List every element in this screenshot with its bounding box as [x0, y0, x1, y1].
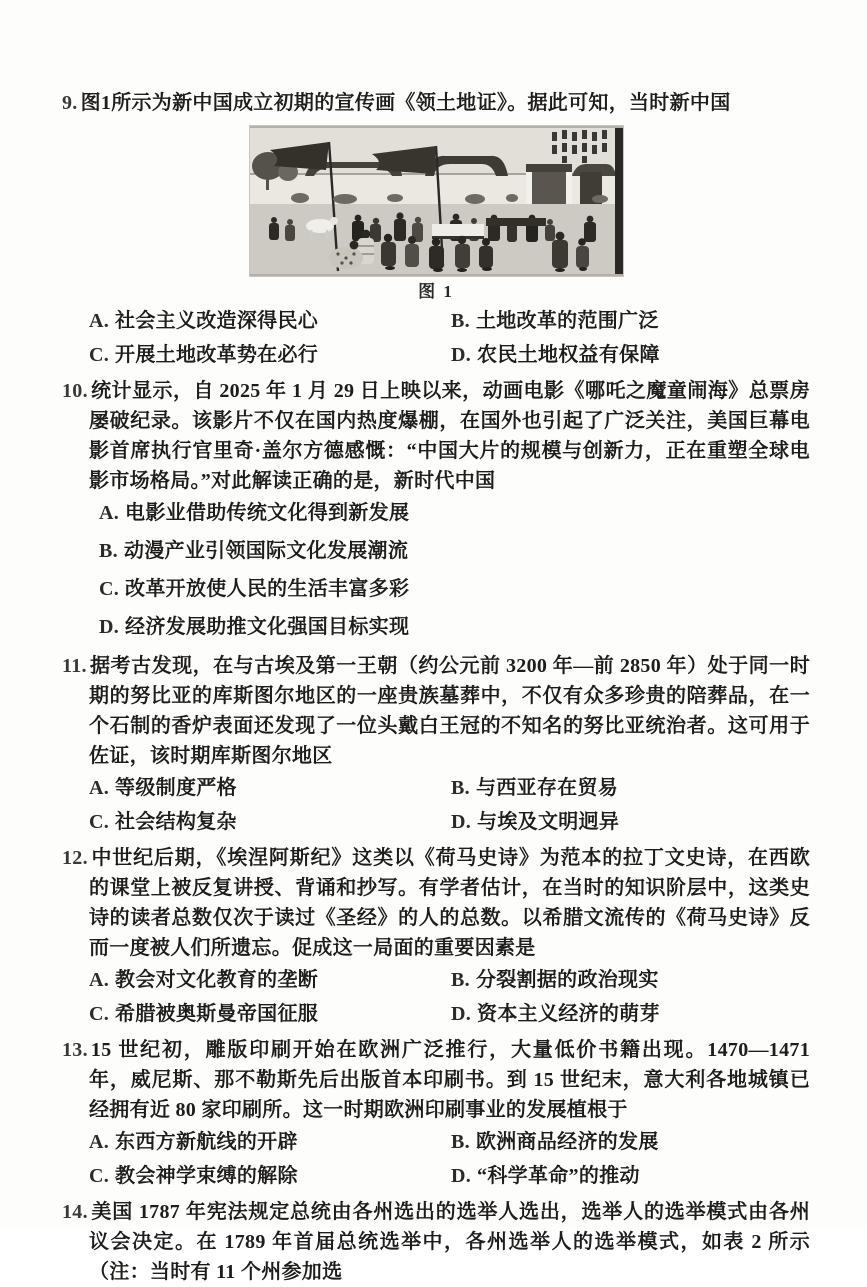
option-label: B.: [451, 777, 470, 799]
option-label: D.: [99, 616, 120, 638]
option-C: [89, 1000, 451, 1029]
option-label: D.: [451, 1165, 472, 1187]
options: [89, 307, 810, 370]
option-text: 分裂割据的政治现实: [475, 969, 659, 991]
options: [89, 966, 810, 1029]
option-text: 希腊被奥斯曼帝国征服: [115, 1003, 319, 1025]
propaganda-painting-image: [250, 126, 623, 276]
option-C: [99, 575, 810, 604]
option-text: 等级制度严格: [115, 777, 237, 799]
question-number: 12.: [62, 847, 88, 869]
question-12: [62, 843, 810, 1029]
question-number: 11.: [62, 655, 87, 677]
figure-caption: 图 1: [418, 282, 454, 301]
option-B: [451, 1128, 810, 1157]
option-label: B.: [451, 310, 470, 332]
option-A: [99, 499, 810, 528]
option-text: 土地改革的范围广泛: [475, 310, 659, 332]
question-text: 15 世纪初，雕版印刷开始在欧洲广泛推行，大量低价书籍出现。1470—1471 年，威尼斯、那不勒斯先后出版首本印刷书。到 15 世纪末，意大利各地城镇已经拥有近 80 家印刷所。这一时期欧洲印刷事业的发展植根于: [89, 1039, 810, 1121]
option-label: D.: [451, 1003, 472, 1025]
question-11: [62, 651, 810, 837]
option-label: A.: [89, 310, 110, 332]
question-list: [62, 88, 810, 1287]
option-label: C.: [89, 1003, 110, 1025]
option-B: [99, 537, 810, 566]
option-D: [451, 1000, 810, 1029]
option-label: D.: [451, 811, 472, 833]
option-text: “科学革命”的推动: [477, 1165, 640, 1187]
option-label: A.: [99, 502, 120, 524]
question-14: [62, 1197, 810, 1287]
option-text: 教会神学束缚的解除: [115, 1165, 298, 1187]
option-text: 与埃及文明迥异: [477, 811, 620, 833]
option-label: A.: [89, 969, 110, 991]
option-C: [89, 1162, 451, 1191]
question-text: 美国 1787 年宪法规定总统由各州选出的选举人选出，选举人的选举模式由各州议会决定。在 1789 年首届总统选举中，各州选举人的选举模式，如表 2 所示（注：当时有 11 个州参加选: [89, 1201, 810, 1283]
option-text: 与西亚存在贸易: [475, 777, 619, 799]
option-text: 电影业借助传统文化得到新发展: [125, 502, 410, 524]
question-number: 14.: [62, 1201, 88, 1223]
option-A: [89, 966, 451, 995]
option-label: A.: [89, 777, 110, 799]
option-B: [451, 966, 810, 995]
question-stem: [62, 376, 810, 496]
option-B: [451, 307, 810, 336]
option-text: 东西方新航线的开辟: [115, 1131, 298, 1153]
option-text: 社会主义改造深得民心: [115, 310, 319, 332]
question-number: 10.: [62, 380, 88, 402]
options: [89, 774, 810, 837]
option-D: [99, 613, 810, 642]
option-label: B.: [451, 969, 470, 991]
option-C: [89, 808, 451, 837]
option-D: [451, 808, 810, 837]
option-A: [89, 1128, 451, 1157]
question-text: 统计显示，自 2025 年 1 月 29 日上映以来，动画电影《哪吒之魔童闹海》总票房屡破纪录。该影片不仅在国内热度爆棚，在国外也引起了广泛关注，美国巨幕电影首席执行官里奇·盖尔方德感慨：“中国大片的规模与创新力，正在重塑全球电影市场格局。”对此解读正确的是，新时代中国: [89, 380, 810, 492]
option-A: [89, 307, 451, 336]
option-text: 经济发展助推文化强国目标实现: [125, 616, 410, 638]
option-text: 改革开放使人民的生活丰富多彩: [125, 578, 410, 600]
question-stem: [62, 651, 810, 771]
option-A: [89, 774, 451, 803]
option-text: 教会对文化教育的垄断: [115, 969, 319, 991]
option-D: [451, 341, 810, 370]
option-B: [451, 774, 810, 803]
option-text: 动漫产业引领国际文化发展潮流: [123, 540, 409, 562]
question-stem: [62, 1035, 810, 1125]
option-text: 欧洲商品经济的发展: [475, 1131, 659, 1153]
option-text: 资本主义经济的萌芽: [477, 1003, 660, 1025]
question-text: 中世纪后期，《埃涅阿斯纪》这类以《荷马史诗》为范本的拉丁文史诗，在西欧的课堂上被反复讲授、背诵和抄写。有学者估计，在当时的知识阶层中，这类史诗的读者总数仅次于读过《圣经》的人的总数。以希腊文流传的《荷马史诗》反而一度被人们所遗忘。促成这一局面的重要因素是: [89, 847, 810, 959]
question-stem: [62, 843, 810, 963]
options: [89, 1128, 810, 1191]
option-label: D.: [451, 344, 472, 366]
question-stem: [62, 88, 810, 118]
options: [89, 499, 810, 642]
question-9: [62, 88, 810, 370]
question-stem: [62, 1197, 810, 1287]
option-D: [451, 1162, 810, 1191]
option-C: [89, 341, 451, 370]
option-text: 农民土地权益有保障: [477, 344, 660, 366]
question-number: 13.: [62, 1039, 88, 1061]
option-label: B.: [99, 540, 118, 562]
option-label: C.: [89, 1165, 110, 1187]
option-label: C.: [89, 344, 110, 366]
question-text: 据考古发现，在与古埃及第一王朝（约公元前 3200 年—前 2850 年）处于同一时期的努比亚的库斯图尔地区的一座贵族墓葬中，不仅有众多珍贵的陪葬品，在一个石制的香炉表面还发现了一位头戴白王冠的不知名的努比亚统治者。这可用于佐证，该时期库斯图尔地区: [89, 655, 810, 767]
option-text: 社会结构复杂: [115, 811, 237, 833]
option-label: A.: [89, 1131, 110, 1153]
question-number: 9.: [62, 92, 78, 114]
option-label: C.: [89, 811, 110, 833]
question-10: [62, 376, 810, 642]
question-13: [62, 1035, 810, 1191]
option-text: 开展土地改革势在必行: [115, 344, 319, 366]
question-text: 图1所示为新中国成立初期的宣传画《领土地证》。据此可知，当时新中国: [80, 92, 731, 114]
option-label: C.: [99, 578, 120, 600]
figure-block: [250, 126, 623, 304]
option-label: B.: [451, 1131, 470, 1153]
